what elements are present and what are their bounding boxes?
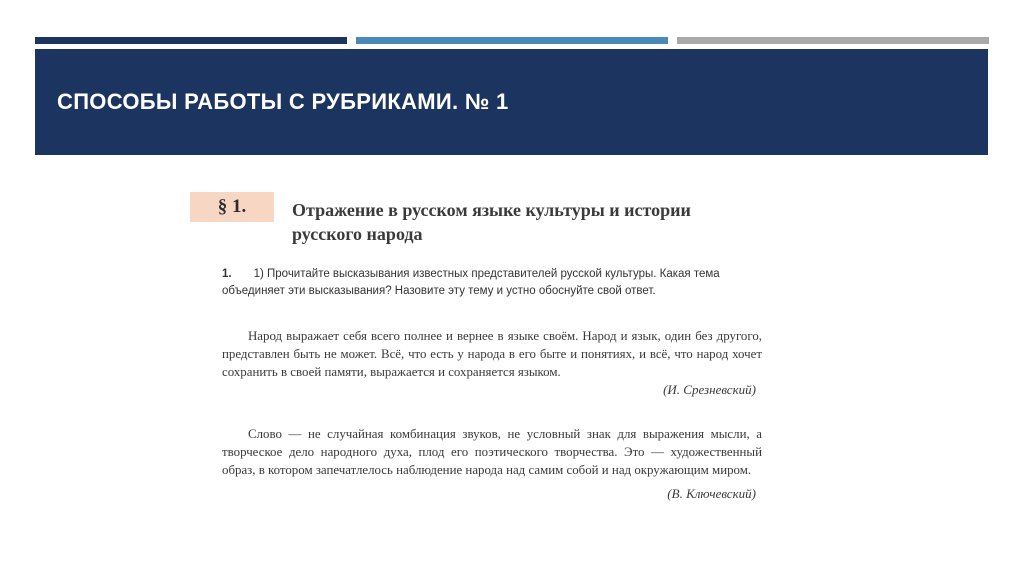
exercise-task (222, 266, 767, 300)
section-title: Отражение в русском языке культуры и истории русского народа (292, 200, 691, 244)
exercise-number: 1. (222, 268, 232, 280)
quote-text: Народ выражает себя всего полнее и вернее в языке своём. Народ и язык, один без другого, представлен быть не может. Всё, что есть у народа в его быте и понятиях, и всё, что народ хочет сохранить в своей памяти, выражается и сохраняется языком. (222, 329, 762, 379)
top-stripe-blue (356, 37, 668, 44)
quote-block (222, 327, 762, 399)
quote-block (222, 425, 762, 503)
textbook-page (188, 188, 778, 538)
top-stripe-gray (677, 37, 989, 44)
slide-title: СПОСОБЫ РАБОТЫ С РУБРИКАМИ. № 1 (57, 89, 509, 114)
title-band (35, 49, 988, 155)
quote-author: (В. Ключевский) (667, 486, 756, 501)
section-number-badge: § 1. (190, 192, 274, 222)
quote-text: Слово — не случайная комбинация звуков, не условный знак для выражения мысли, а творческое дело народного духа, плод его поэтического творчества. Это — художественный образ, в котором запечатлелось наблюдение народа над самим собой и над окружающим миром. (222, 427, 762, 477)
top-stripe-navy (35, 37, 347, 44)
quote-author: (И. Срезневский) (663, 382, 756, 397)
exercise-text: 1) Прочитайте высказывания известных представителей русской культуры. Какая тема объединяет эти высказывания? Назовите эту тему и устно обоснуйте свой ответ. (222, 268, 720, 297)
